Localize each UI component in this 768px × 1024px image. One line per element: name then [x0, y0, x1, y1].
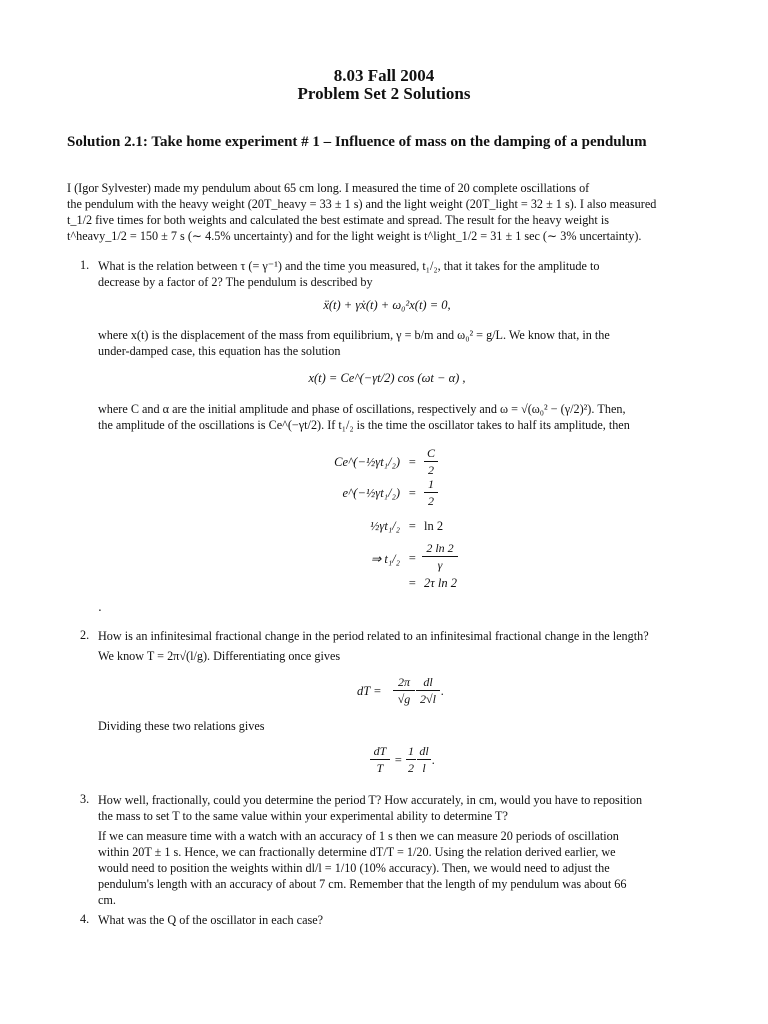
fraction-bar	[422, 556, 458, 557]
period-differential-end: .	[441, 684, 445, 698]
item-3-number: 3.	[80, 792, 90, 806]
intro-line-4: t^heavy_1/2 = 150 ± 7 s (∼ 4.5% uncertainty) and for the light weight is t^light_1/2 = 31 ± 1 sec (∼ 3% uncertainty).	[67, 229, 642, 243]
fraction-bar	[424, 461, 438, 462]
period-differential-lhs: dT =	[357, 684, 382, 698]
fraction-bar	[417, 759, 431, 760]
derivation-rhs-2-num: 1	[428, 477, 434, 491]
derivation-eq-5: =	[408, 576, 417, 590]
equation-of-motion: ẍ(t) + γẋ(t) + ω₀²x(t) = 0,	[323, 298, 451, 312]
frac-1-den: √g	[397, 692, 411, 706]
item-1-number: 1.	[80, 258, 90, 272]
fraction-bar	[406, 759, 416, 760]
ratio-lhs-den: T	[376, 761, 384, 775]
item-3-answer-line-1: If we can measure time with a watch with an accuracy of 1 s then we can measure 20 periods of oscillation	[98, 829, 619, 843]
item-3-answer-line-4: pendulum's length with an accuracy of about 7 cm. Remember that the length of my pendulum was about 66	[98, 877, 627, 891]
derivation-eq-1: =	[408, 455, 417, 469]
item-1-text-2-line-1: where C and α are the initial amplitude and phase of oscillations, respectively and ω = √(ω₀² − (γ/2)²). Then,	[98, 402, 626, 416]
item-1-text-2-line-2: the amplitude of the oscillations is Ce^(−γt/2). If t₁/₂ is the time the oscillator takes to half its amplitude, then	[98, 418, 630, 432]
derivation-lhs-3: ½γt₁/₂	[370, 519, 400, 533]
ratio-half-den: 2	[408, 761, 414, 775]
intro-line-2: the pendulum with the heavy weight (20T_heavy = 33 ± 1 s) and the light weight (20T_light = 32 ± 1 s). I also measured	[67, 197, 657, 211]
derivation-rhs-1-num: C	[426, 446, 435, 460]
period-differential-frac-2	[416, 675, 440, 706]
item-3-question-line-1: How well, fractionally, could you determine the period T? How accurately, in cm, would you have to reposition	[98, 793, 643, 807]
item-4-number: 4.	[80, 912, 90, 926]
period-differential-frac-1	[393, 675, 415, 706]
derivation-lhs-1: Ce^(−½γt₁/₂)	[334, 455, 400, 469]
item-1-question-line-1: What is the relation between τ (= γ⁻¹) and the time you measured, t₁/₂, that it takes for the amplitude to	[98, 259, 600, 273]
fraction-bar	[370, 759, 390, 760]
trailing-period: .	[98, 600, 102, 614]
fractional-ratio-end: .	[432, 753, 436, 767]
intro-line-1: I (Igor Sylvester) made my pendulum about 65 cm long. I measured the time of 20 complete oscillations of	[67, 181, 590, 195]
derivation-rhs-2-den: 2	[428, 494, 434, 508]
frac-2-num: dl	[423, 675, 433, 689]
solution-equation: x(t) = Ce^(−γt/2) cos (ωt − α) ,	[308, 371, 466, 385]
item-3-question-line-2: the mass to set T to the same value within your experimental ability to determine T?	[98, 809, 508, 823]
item-2-question: How is an infinitesimal fractional change in the period related to an infinitesimal fractional change in the length?	[98, 629, 649, 643]
intro-line-3: t_1/2 five times for both weights and calculated the best estimate and spread. The result for the heavy weight is	[67, 213, 609, 227]
derivation-rhs-2	[424, 477, 438, 508]
derivation-rhs-4-den: γ	[437, 558, 443, 572]
derivation-rhs-1	[424, 446, 438, 477]
derivation-eq-2: =	[408, 486, 417, 500]
fractional-ratio-half	[406, 744, 416, 775]
fraction-bar	[424, 492, 438, 493]
fractional-ratio-rhs	[417, 744, 431, 775]
item-3-answer-line-2: within 20T ± 1 s. Hence, we can fractionally determine dT/T = 1/20. Using the relation derived earlier, we	[98, 845, 616, 859]
derivation-rhs-3: ln 2	[424, 519, 444, 533]
item-1-question-line-2: decrease by a factor of 2? The pendulum is described by	[98, 275, 373, 289]
derivation-rhs-4	[422, 541, 458, 572]
ratio-rhs-den: l	[422, 761, 426, 775]
ratio-lhs-num: dT	[373, 744, 387, 758]
derivation-rhs-5: 2τ ln 2	[424, 576, 457, 590]
fractional-ratio-lhs	[370, 744, 390, 775]
frac-2-den: 2√l	[420, 692, 436, 706]
item-1-text-1-line-2: under-damped case, this equation has the solution	[98, 344, 341, 358]
item-2-text-2: Dividing these two relations gives	[98, 719, 265, 733]
item-2-number: 2.	[80, 628, 90, 642]
item-3-answer-line-3: would need to position the weights within dl/l = 1/10 (10% accuracy). Then, we would need to adjust the	[98, 861, 610, 875]
item-1-text-1-line-1: where x(t) is the displacement of the mass from equilibrium, γ = b/m and ω₀² = g/L. We know that, in the	[98, 328, 610, 342]
derivation-lhs-2: e^(−½γt₁/₂)	[342, 486, 400, 500]
item-2-text-1: We know T = 2π√(l/g). Differentiating once gives	[98, 649, 341, 663]
frac-1-num: 2π	[397, 675, 410, 689]
section-heading: Solution 2.1: Take home experiment # 1 – Influence of mass on the damping of a pendulum	[67, 134, 647, 150]
item-3-answer-line-5: cm.	[98, 893, 116, 907]
derivation-rhs-4-num: 2 ln 2	[426, 541, 454, 555]
fractional-ratio-eq: =	[394, 753, 403, 767]
derivation-lhs-4: ⇒ t₁/₂	[370, 552, 400, 566]
fraction-bar	[393, 690, 415, 691]
derivation-rhs-1-den: 2	[428, 463, 434, 477]
fraction-bar	[416, 690, 440, 691]
document-subtitle: Problem Set 2 Solutions	[297, 84, 471, 103]
item-4-question: What was the Q of the oscillator in each case?	[98, 913, 324, 927]
derivation-eq-3: =	[408, 519, 417, 533]
document-title: 8.03 Fall 2004	[333, 66, 435, 85]
ratio-half-num: 1	[408, 744, 414, 758]
ratio-rhs-num: dl	[419, 744, 429, 758]
derivation-eq-4: =	[408, 551, 417, 565]
